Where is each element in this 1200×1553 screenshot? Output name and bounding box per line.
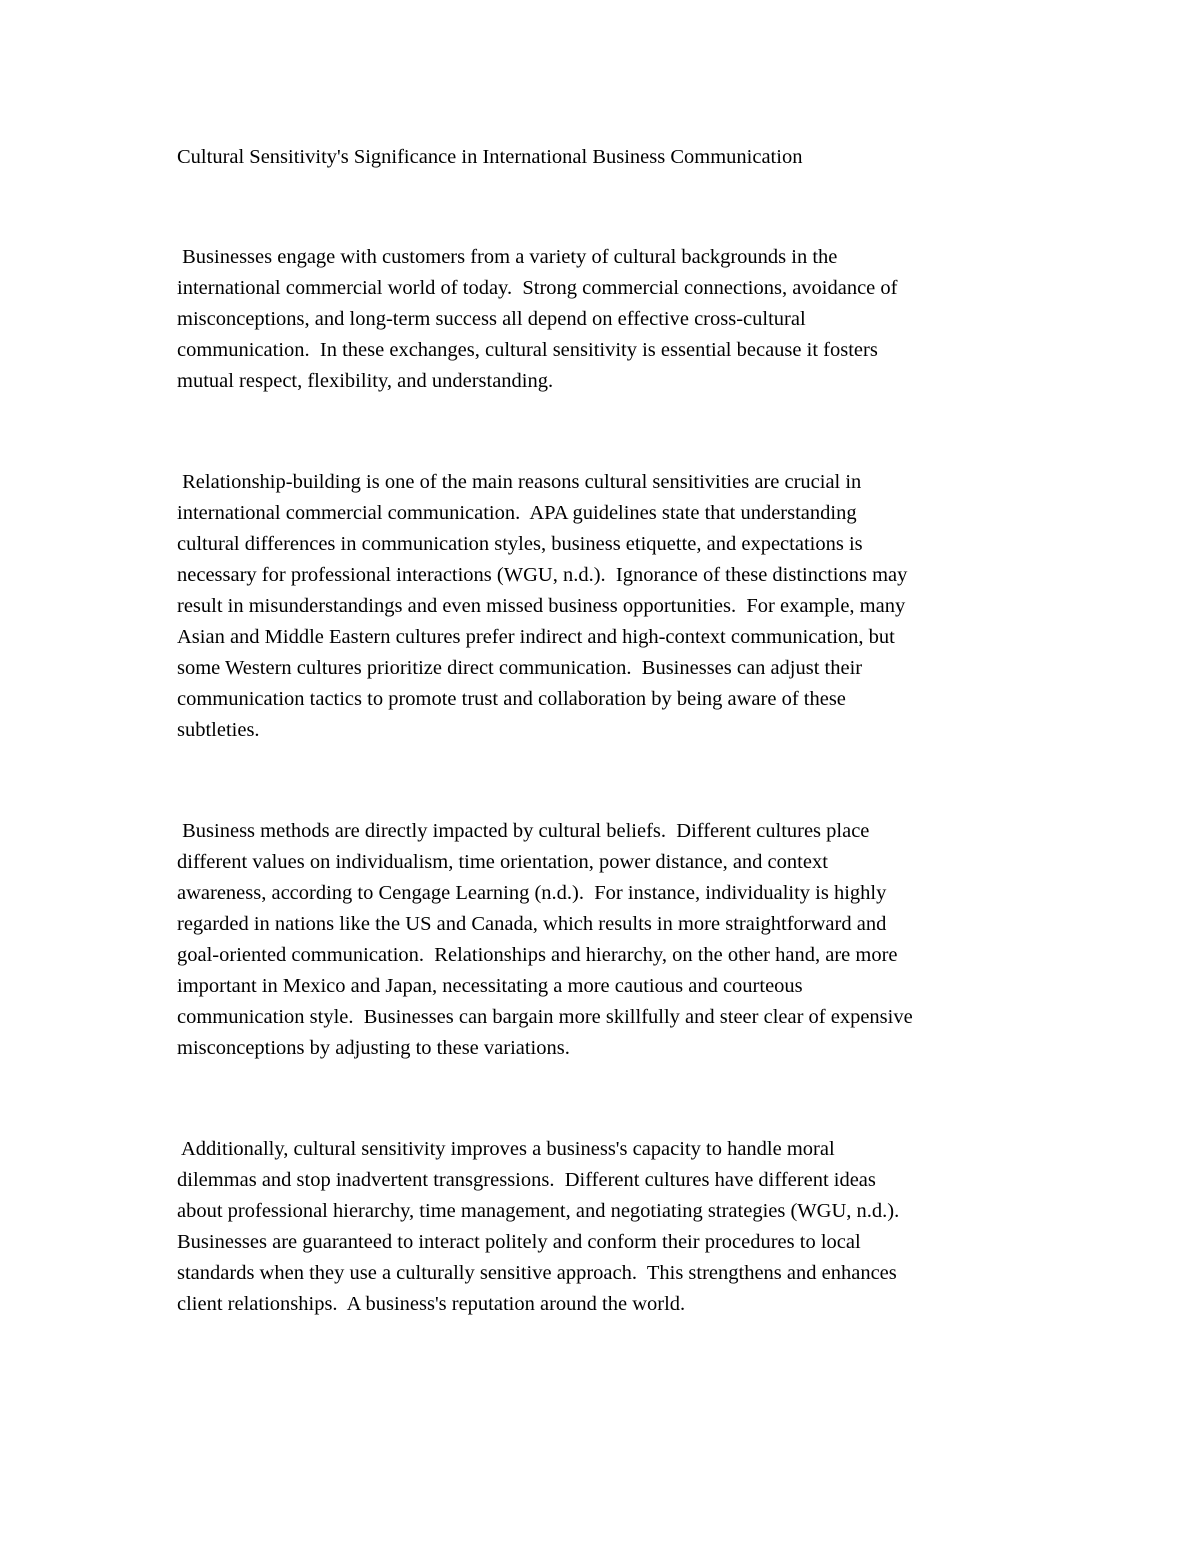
text-line: Asian and Middle Eastern cultures prefer indirect and high-context communication, but — [177, 626, 895, 648]
text-line: standards when they use a culturally sensitive approach. This strengthens and enhances — [177, 1262, 897, 1284]
text-line: Additionally, cultural sensitivity improves a business's capacity to handle moral — [177, 1138, 835, 1160]
text-line: communication style. Businesses can bargain more skillfully and steer clear of expensive — [177, 1006, 913, 1028]
text-line: awareness, according to Cengage Learning (n.d.). For instance, individuality is highly — [177, 882, 887, 904]
text-line: Businesses are guaranteed to interact politely and conform their procedures to local — [177, 1231, 861, 1253]
paragraph-4 — [177, 1134, 1037, 1320]
text-line: subtleties. — [177, 719, 260, 741]
paragraph-1 — [177, 242, 1037, 397]
spacer — [177, 746, 1037, 816]
text-line: cultural differences in communication styles, business etiquette, and expectations is — [177, 533, 863, 555]
spacer — [177, 173, 1037, 242]
text-line: international commercial communication. APA guidelines state that understanding — [177, 502, 857, 524]
text-line: some Western cultures prioritize direct communication. Businesses can adjust their — [177, 657, 863, 679]
text-line: communication tactics to promote trust and collaboration by being aware of these — [177, 688, 846, 710]
spacer — [177, 397, 1037, 467]
text-line: Business methods are directly impacted by cultural beliefs. Different cultures place — [177, 820, 870, 842]
text-line: important in Mexico and Japan, necessitating a more cautious and courteous — [177, 975, 803, 997]
text-line: mutual respect, flexibility, and understanding. — [177, 370, 554, 392]
paragraph-2 — [177, 467, 1037, 746]
text-line: result in misunderstandings and even missed business opportunities. For example, many — [177, 595, 906, 617]
document-body — [177, 142, 1037, 1320]
text-line: misconceptions, and long-term success all depend on effective cross-cultural — [177, 308, 806, 330]
text-line: different values on individualism, time orientation, power distance, and context — [177, 851, 828, 873]
text-line: about professional hierarchy, time management, and negotiating strategies (WGU, n.d.). — [177, 1200, 900, 1222]
paragraph-3 — [177, 816, 1037, 1064]
text-line: necessary for professional interactions (WGU, n.d.). Ignorance of these distinctions may — [177, 564, 908, 586]
text-line: regarded in nations like the US and Canada, which results in more straightforward and — [177, 913, 887, 935]
text-line: dilemmas and stop inadvertent transgressions. Different cultures have different ideas — [177, 1169, 876, 1191]
text-line: Relationship-building is one of the main reasons cultural sensitivities are crucial in — [177, 471, 862, 493]
text-line: misconceptions by adjusting to these variations. — [177, 1037, 570, 1059]
text-line: client relationships. A business's reputation around the world. — [177, 1293, 686, 1315]
document-title: Cultural Sensitivity's Significance in International Business Communication — [177, 146, 803, 168]
text-line: communication. In these exchanges, cultural sensitivity is essential because it fosters — [177, 339, 878, 361]
text-line: Businesses engage with customers from a variety of cultural backgrounds in the — [177, 246, 838, 268]
spacer — [177, 1064, 1037, 1134]
text-line: goal-oriented communication. Relationships and hierarchy, on the other hand, are more — [177, 944, 898, 966]
text-line: international commercial world of today. Strong commercial connections, avoidance of — [177, 277, 898, 299]
